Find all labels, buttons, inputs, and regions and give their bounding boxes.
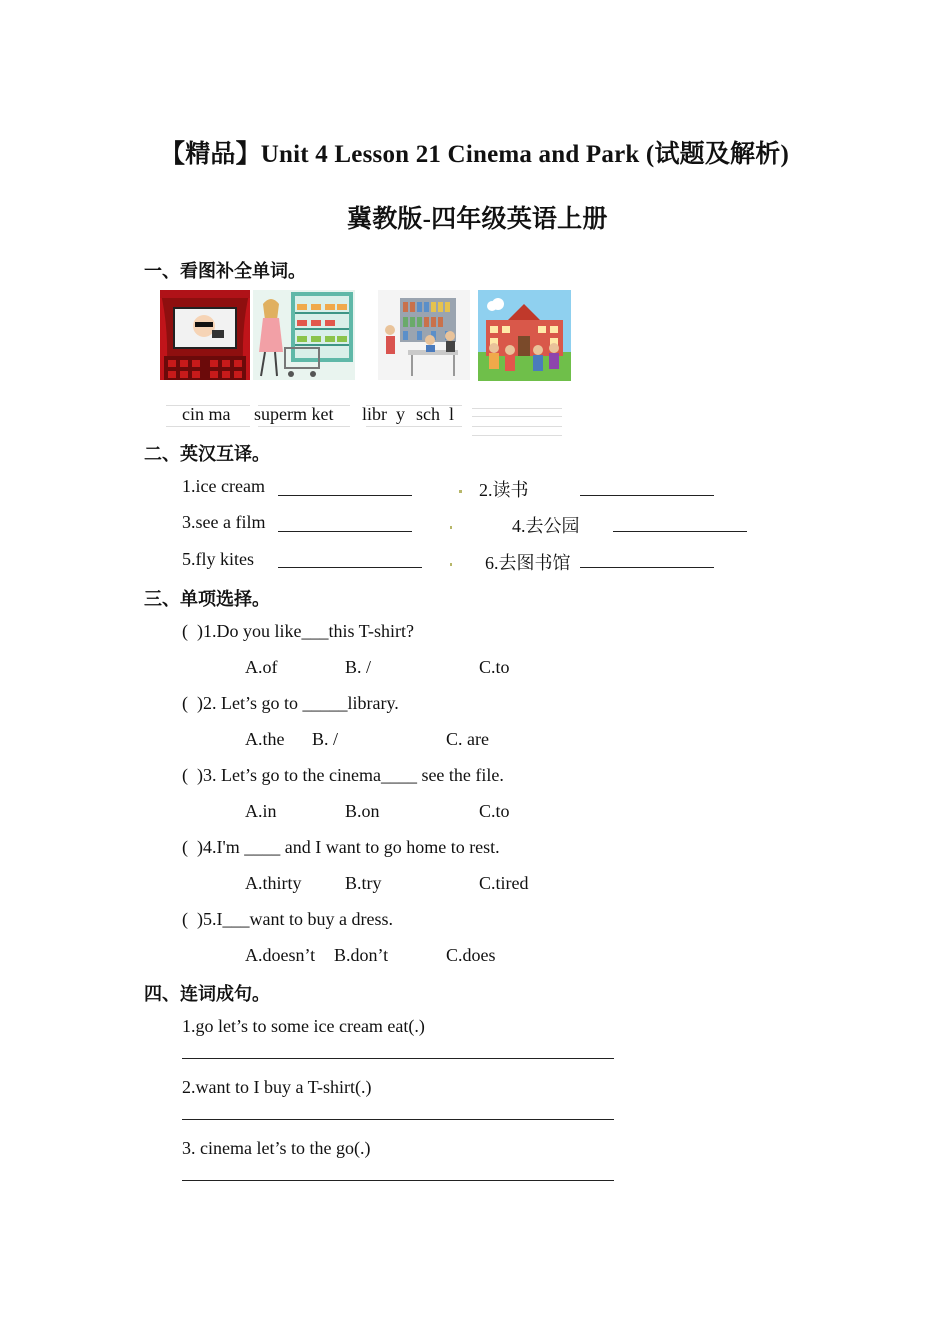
q1-option-b[interactable]: B. / (345, 657, 372, 677)
answer-line[interactable] (278, 567, 422, 568)
word-supermarket: superm ket (254, 404, 334, 424)
q3-option-b[interactable]: B.on (345, 801, 380, 821)
answer-line[interactable] (278, 531, 412, 532)
page-subtitle: 冀教版-四年级英语上册 (347, 206, 608, 233)
section1-heading: 一、看图补全单词。 (144, 261, 306, 282)
answer-line[interactable] (278, 495, 412, 496)
translate-item-3: 3.see a film (182, 512, 266, 532)
dot-mark (450, 563, 452, 566)
dot-mark (450, 526, 452, 529)
word-guide-line (472, 435, 562, 436)
section2-heading: 二、英汉互译。 (144, 444, 270, 465)
reorder-item-3: 3. cinema let’s to the go(.) (182, 1138, 371, 1158)
word-guide-line (472, 408, 562, 409)
word-guide-line (472, 416, 562, 417)
word-cinema: cin ma (182, 404, 231, 424)
supermarket-picture (253, 290, 355, 380)
word-library: libr y (362, 404, 405, 424)
word-guide-line (366, 426, 462, 427)
school-picture (478, 290, 571, 381)
q5-option-b[interactable]: B.don’t (334, 945, 389, 965)
library-picture (378, 290, 470, 380)
q5-option-a[interactable]: A.doesn’t (245, 945, 316, 965)
q1-option-a[interactable]: A.of (245, 657, 278, 677)
question-4: ( )4.I'm ____ and I want to go home to rest. (182, 837, 500, 857)
answer-line[interactable] (580, 495, 714, 496)
q4-option-b[interactable]: B.try (345, 873, 382, 893)
answer-line[interactable] (182, 1119, 614, 1120)
section3-heading: 三、单项选择。 (144, 589, 270, 610)
q5-option-c[interactable]: C.does (446, 945, 496, 965)
reorder-item-1: 1.go let’s to some ice cream eat(.) (182, 1016, 425, 1036)
page-title: 【精品】Unit 4 Lesson 21 Cinema and Park (试题及解析) (160, 141, 789, 168)
word-guide-line (166, 426, 250, 427)
reorder-item-2: 2.want to I buy a T-shirt(.) (182, 1077, 372, 1097)
answer-line[interactable] (182, 1058, 614, 1059)
section4-heading: 四、连词成句。 (144, 984, 270, 1005)
cinema-picture (160, 290, 250, 380)
dot-mark (459, 490, 462, 493)
word-guide-line (258, 426, 350, 427)
translate-item-4: 4.去公园 (512, 516, 580, 536)
translate-item-6: 6.去图书馆 (485, 553, 571, 573)
q4-option-a[interactable]: A.thirty (245, 873, 302, 893)
q3-option-c[interactable]: C.to (479, 801, 510, 821)
translate-item-1: 1.ice cream (182, 476, 265, 496)
q4-option-c[interactable]: C.tired (479, 873, 529, 893)
q2-option-c[interactable]: C. are (446, 729, 489, 749)
word-guide-line (472, 426, 562, 427)
q2-option-b[interactable]: B. / (312, 729, 339, 749)
answer-line[interactable] (613, 531, 747, 532)
question-1: ( )1.Do you like___this T-shirt? (182, 621, 414, 641)
question-2: ( )2. Let’s go to _____library. (182, 693, 399, 713)
q2-option-a[interactable]: A.the (245, 729, 285, 749)
answer-line[interactable] (182, 1180, 614, 1181)
question-3: ( )3. Let’s go to the cinema____ see the file. (182, 765, 504, 785)
question-5: ( )5.I___want to buy a dress. (182, 909, 393, 929)
translate-item-2: 2.读书 (479, 480, 529, 500)
q1-option-c[interactable]: C.to (479, 657, 510, 677)
answer-line[interactable] (580, 567, 714, 568)
word-school: sch l (416, 404, 454, 424)
q3-option-a[interactable]: A.in (245, 801, 277, 821)
translate-item-5: 5.fly kites (182, 549, 254, 569)
